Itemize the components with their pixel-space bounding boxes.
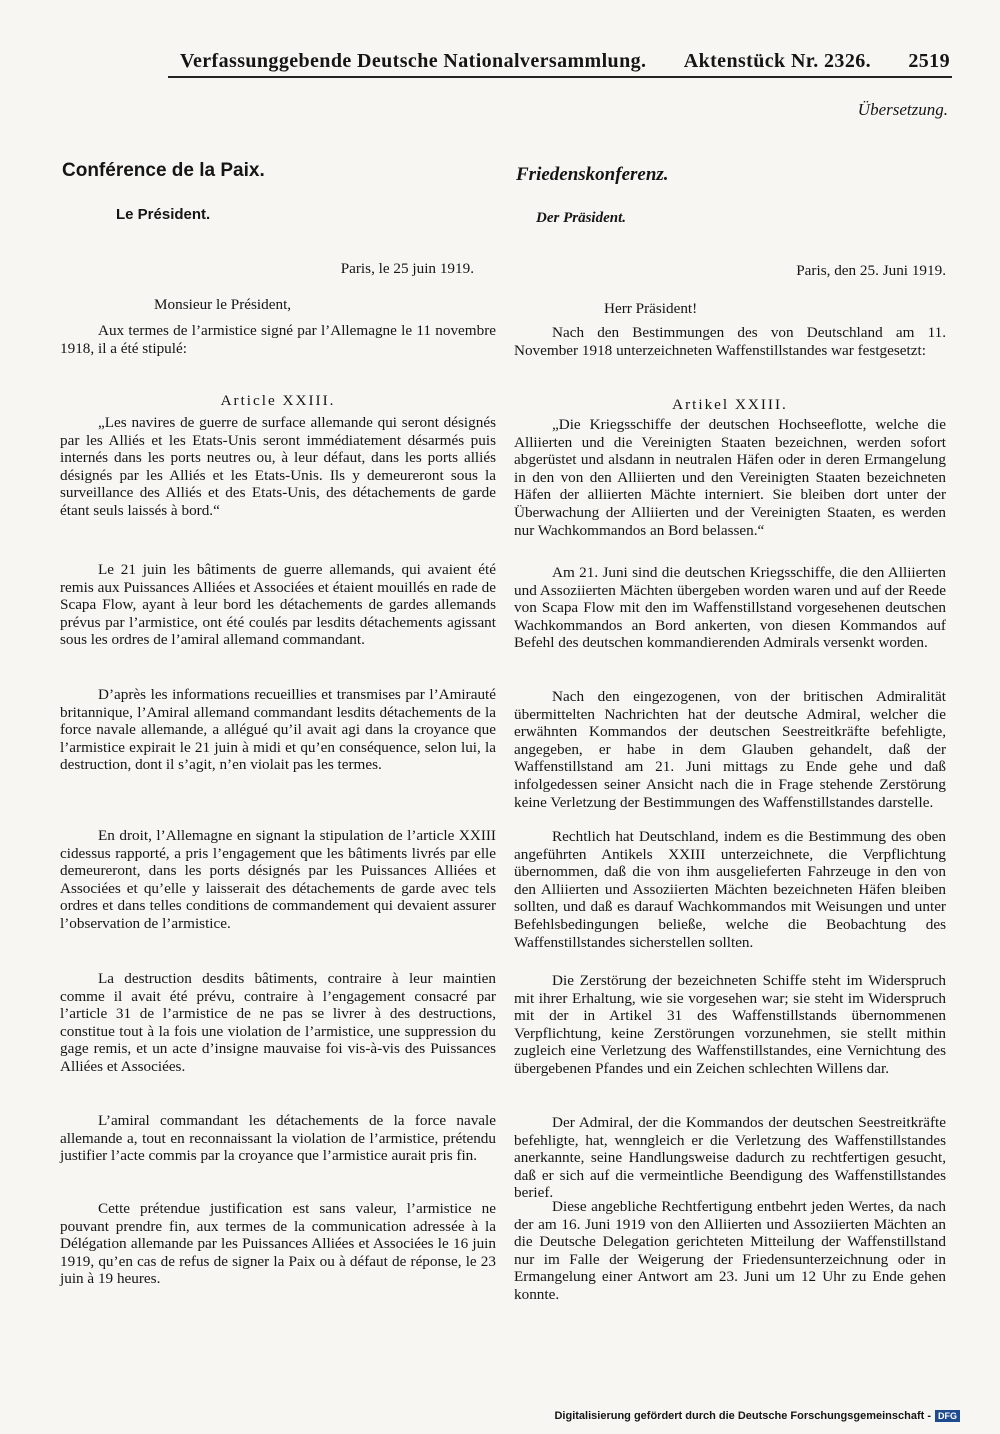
- de-dateline: Paris, den 25. Juni 1919.: [796, 262, 946, 279]
- fr-salutation: Monsieur le Président,: [154, 296, 292, 313]
- fr-paragraph-3: En droit, l’Allemagne en signant la stipulation de l’article XXIII cidessus rapporté, a pris l’engagement que les bâtiments livrés par elle demeureront, dans les ports désignés par les Puissances Alliées et Associées et qu’elle y laisserait des détachements de garde avec tels ordres et dans telles conditions de commandement qui devaient assurer l’observation de l’armistice.: [60, 827, 496, 932]
- fr-paragraph-5: L’amiral commandant les détachements de la force navale allemande a, tout en reconnaissant la violation de l’armistice, prétendu justifier l’acte commis par la croyance que l’armistice aurait pris fin.: [60, 1112, 496, 1165]
- de-intro: Nach den Bestimmungen des von Deutschland am 11. November 1918 unterzeichneten Waffenstillstandes war festgesetzt:: [514, 324, 946, 359]
- de-paragraph-4: Die Zerstörung der bezeichneten Schiffe steht im Widerspruch mit ihrer Erhaltung, wie sie vorgesehen war; sie steht im Widerspruch mit der in Artikel 31 des Waffenstillstands übernommenen Verpflichtung, keine Zerstörungen vorzunehmen, sie stellt mithin zugleich eine Verletzung des Waffenstillstandes, eine Vernichtung des übergebenen Pfandes und ein Zeichen schlechten Willens dar.: [514, 972, 946, 1077]
- de-article-heading: Artikel XXIII.: [672, 396, 788, 413]
- de-paragraph-2: Nach den eingezogenen, von der britischen Admiralität übermittelten Nachrichten hat der deutsche Admiral, welcher die erwähnten Kommandos der deutschen Seestreitkräfte befehligte, angegeben, er habe in dem Glauben gehandelt, daß der Waffenstillstand am 21. Juni mittags zu Ende gehe und daß infolgedessen seiner Ansicht nach die in Frage stehende Zerstörung keine Verletzung der Bestimmungen des Waffenstillstandes darstelle.: [514, 688, 946, 811]
- running-header: [180, 50, 950, 73]
- page-number: 2519: [908, 50, 950, 72]
- digitization-credit: [554, 1410, 960, 1422]
- fr-signatory: Le Président.: [116, 206, 211, 223]
- de-paragraph-6: Diese angebliche Rechtfertigung entbehrt jeden Wertes, da nach der am 16. Juni 1919 von den Alliierten und Assoziierten Mächten an die Deutsche Delegation gerichteten Mitteilung der Waffenstillstand nur im Falle der Weigerung der Friedensunterzeichnung oder in Ermangelung einer Antwort am 23. Juni um 12 Uhr zu Ende gehen konnte.: [514, 1198, 946, 1303]
- dfg-logo: DFG: [935, 1410, 960, 1422]
- assembly-title: Verfassunggebende Deutsche Nationalversammlung.: [180, 50, 647, 72]
- fr-intro: Aux termes de l’armistice signé par l’Allemagne le 11 novembre 1918, il a été stipulé:: [60, 322, 496, 357]
- de-paragraph-5: Der Admiral, der die Kommandos der deutschen Seestreitkräfte befehligte, hat, wenngleich er die Verletzung des Waffenstillstandes anerkannte, seine Handlungsweise dadurch zu rechtfertigen gesucht, daß er sich auf die vermeintliche Beendigung des Waffenstillstandes berief.: [514, 1114, 946, 1202]
- fr-article-heading: Article XXIII.: [220, 392, 336, 409]
- fr-paragraph-4: La destruction desdits bâtiments, contraire à leur maintien comme il avait été prévu, contraire à l’engagement consacré par l’article 31 de l’armistice de ne pas se livrer à des destructions, constitue tout à la fois une violation de l’armistice, une suppression du gage remis, et un acte d’insigne mauvaise foi vis-à-vis des Puissances Alliées et Associées.: [60, 970, 496, 1075]
- de-salutation: Herr Präsident!: [604, 300, 698, 317]
- fr-dateline: Paris, le 25 juin 1919.: [340, 260, 474, 277]
- de-paragraph-3: Rechtlich hat Deutschland, indem es die Bestimmung des oben angeführten Antikels XXIII unterzeichnete, die Verpflichtung übernommen, daß die von ihm ausgelieferten Fahrzeuge in den von den Alliierten und Assoziierten Mächten bezeichneten Häfen bleiben sollten, und daß es darauf Wachkommandos mit Weisungen und unter Befehlsbedingungen beließe, welche die Beobachtung des Waffenstillstandes sicherstellen sollten.: [514, 828, 946, 951]
- de-conference-title: Friedenskonferenz.: [516, 164, 669, 185]
- fr-conference-title: Conférence de la Paix.: [62, 160, 265, 181]
- document-number: Aktenstück Nr. 2326.: [683, 50, 872, 72]
- fr-paragraph-6: Cette prétendue justification est sans valeur, l’armistice ne pouvant prendre fin, aux termes de la communication adressée à la Délégation allemande par les Puissances Alliées et Associées le 16 juin 1919, qu’en cas de refus de signer la Paix ou à défaut de réponse, le 23 juin à 19 heures.: [60, 1200, 496, 1288]
- header-rule: [168, 76, 952, 78]
- credit-text: Digitalisierung gefördert durch die Deutsche Forschungsgemeinschaft -: [554, 1410, 931, 1422]
- de-signatory: Der Präsident.: [536, 210, 626, 226]
- translation-note: Übersetzung.: [857, 100, 948, 119]
- de-article-text: „Die Kriegsschiffe der deutschen Hochseeflotte, welche die Alliierten und die Vereinigten Staaten bezeichnen, werden sofort abgerüstet und alsdann in neutralen Häfen oder in deren Ermangelung in den von den Alliierten und den Vereinigten Staaten bezeichneten Häfen der alliierten Mächte interniert. Sie bleiben dort unter der Überwachung der Alliierten und der Vereinigten Staaten, es werden nur Wachkommandos an Bord belassen.“: [514, 416, 946, 539]
- fr-article-text: „Les navires de guerre de surface allemande qui seront désignés par les Alliés et les Etats-Unis seront immédiatement désarmés puis internés dans les ports neutres ou, à leur défaut, dans les ports alliés désignés par les Alliés et les Etats-Unis. Ils y demeureront sous la surveillance des Alliés et des Etats-Unis, des détachements de garde étant seuls laissés à bord.“: [60, 414, 496, 519]
- de-paragraph-1: Am 21. Juni sind die deutschen Kriegsschiffe, die den Alliierten und Assoziierten Mächten übergeben worden waren und auf der Reede von Scapa Flow mit den im Waffenstillstand vorgesehenen deutschen Wachkommandos an Bord ankerten, von diesen Kommandos auf Befehl des deutschen kommandierenden Admirals versenkt worden.: [514, 564, 946, 652]
- fr-paragraph-2: D’après les informations recueillies et transmises par l’Amirauté britannique, l’Amiral allemand commandant lesdits détachements de la force navale allemande, a allégué qu’il avait agi dans la croyance que l’armistice expirait le 21 juin à midi et qu’en conséquence, selon lui, la destruction, dont il s’agit, n’en violait pas les termes.: [60, 686, 496, 774]
- fr-paragraph-1: Le 21 juin les bâtiments de guerre allemands, qui avaient été remis aux Puissances Alliées et Associées et étaient mouillés en rade de Scapa Flow, ayant à leur bord les détachements de gardes allemands prévus par l’armistice, ont été coulés par lesdits détachements agissant sous les ordres de l’amiral allemand commandant.: [60, 561, 496, 649]
